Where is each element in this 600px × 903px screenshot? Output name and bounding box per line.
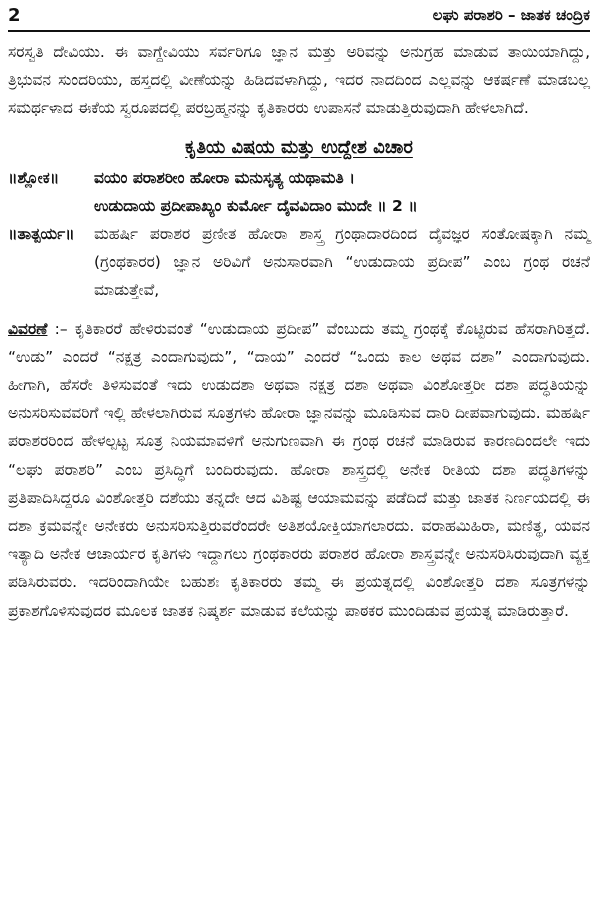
section-heading — [8, 137, 590, 158]
vivarane-paragraph — [8, 315, 590, 625]
page-number: 2 — [8, 4, 21, 26]
shloka-tag: ॥ಶ್ಲೋಕ॥ — [8, 168, 60, 187]
vivarane-separator: :– — [47, 319, 75, 338]
intro-paragraph: ಸರಸ್ವತಿ ದೇವಿಯು. ಈ ವಾಗ್ದೇವಿಯು ಸರ್ವರಿಗೂ ಜ್ಞಾನ ಮತ್ತು ಅರಿವನ್ನು ಅನುಗ್ರಹ ಮಾಡುವ ತಾಯಿಯಾಗಿದ್ದು, ತ್ರಿಭುವನ ಸುಂದರಿಯು, ಹಸ್ತದಲ್ಲಿ ವೀಣೆಯನ್ನು ಹಿಡಿದವಳಾಗಿದ್ದು, ಇದರ ನಾದದಿಂದ ಎಲ್ಲವನ್ನು ಆಕರ್ಷಣೆ ಮಾಡಬಲ್ಲ ಸಮರ್ಥಳಾದ ಈಕೆಯ ಸ್ವರೂಪದಲ್ಲಿ ಪರಬ್ರಹ್ಮನನ್ನು ಕೃತಿಕಾರರು ಉಪಾಸನೆ ಮಾಡುತ್ತಿರುವುದಾಗಿ ಹೇಳಲಾಗಿದೆ. — [8, 43, 590, 118]
section-heading-text: ಕೃತಿಯ ವಿಷಯ ಮತ್ತು ಉದ್ದೇಶ ವಿಚಾರ — [185, 136, 413, 158]
shloka-block — [8, 164, 590, 220]
shloka-line-2: ಉಡುದಾಯ ಪ್ರದೀಪಾಖ್ಯಂ ಕುರ್ಮೋ ದೈವವಿದಾಂ ಮುದೇ ॥ 2 ॥ — [94, 196, 418, 215]
tatparya-tag: ॥ತಾತ್ಪರ್ಯ॥ — [8, 225, 75, 244]
shloka-line-1: ವಯಂ ಪರಾಶರೀಂ ಹೋರಾ ಮನುಸೃತ್ಯ ಯಥಾಮತಿ । — [94, 168, 356, 187]
running-header — [8, 0, 590, 32]
tatparya-text: ಮಹರ್ಷಿ ಪರಾಶರ ಪ್ರಣೀತ ಹೋರಾ ಶಾಸ್ತ್ರ ಗ್ರಂಥಾದಾರದಿಂದ ದೈವಜ್ಞರ ಸಂತೋಷಕ್ಕಾಗಿ ನಮ್ಮ (ಗ್ರಂಥಕಾರರ) ಜ್ಞಾನ ಅರಿವಿಗೆ ಅನುಸಾರವಾಗಿ “ಉಡುದಾಯ ಪ್ರದೀಪ” ಎಂಬ ಗ್ರಂಥ ರಚನೆ ಮಾಡುತ್ತೇವೆ, — [94, 225, 590, 300]
vivarane-lead: ವಿವರಣೆ — [8, 319, 48, 338]
running-title: ಲಘು ಪರಾಶರಿ – ಜಾತಕ ಚಂದ್ರಿಕ — [432, 6, 590, 24]
tatparya-block — [8, 220, 590, 305]
vivarane-text: ಕೃತಿಕಾರರೆ ಹೇಳಿರುವಂತೆ “ಉಡುದಾಯ ಪ್ರದೀಪ” ವೆಂಬುದು ತಮ್ಮ ಗ್ರಂಥಕ್ಕೆ ಕೊಟ್ಟಿರುವ ಹೆಸರಾಗಿರಿತ್ತದೆ. “ಉಡು” ಎಂದರೆ “ನಕ್ಷತ್ರ ಎಂದಾಗುವುದು”, “ದಾಯ” ಎಂದರೆ “ಒಂದು ಕಾಲ ಅಥವ ದಶಾ” ಎಂದಾಗುವುದು. ಹೀಗಾಗಿ, ಹೆಸರೇ ತಿಳಿಸುವಂತೆ ಇದು ಉಡುದಶಾ ಅಥವಾ ನಕ್ಷತ್ರ ದಶಾ ಅಥವಾ ವಿಂಶೋತ್ತರೀ ದಶಾ ಪದ್ಧತಿಯನ್ನು ಅನುಸರಿಸುವವರಿಗೆ ಇಲ್ಲಿ ಹೇಳಲಾಗಿರುವ ಸೂತ್ರಗಳು ಹೋರಾ ಜ್ಞಾನವನ್ನು ಮೂಡಿಸುವ ದಾರಿ ದೀಪವಾಗುವುದು. ಮಹರ್ಷಿ ಪರಾಶರರಿಂದ ಹೇಳಲ್ಪಟ್ಟ ಸೂತ್ರ ನಿಯಮಾವಳಿಗೆ ಅನುಗುಣವಾಗಿ ಈ ಗ್ರಂಥ ರಚನೆ ಮಾಡಿರುವ ಕಾರಣದಿಂದಲೇ ಇದು “ಲಘು ಪರಾಶರಿ” ಎಂಬ ಪ್ರಸಿದ್ಧಿಗೆ ಬಂದಿರುವುದು. ಹೋರಾ ಶಾಸ್ತ್ರದಲ್ಲಿ ಅನೇಕ ರೀತಿಯ ದಶಾ ಪದ್ಧತಿಗಳನ್ನು ಪ್ರತಿಪಾದಿಸಿದ್ದರೂ ವಿಂಶೋತ್ತರಿ ದಶೆಯು ತನ್ನದೇ ಆದ ವಿಶಿಷ್ಟ ಆಯಾಮವನ್ನು ಪಡೆದಿದೆ ಮತ್ತು ಜಾತಕ ನಿರ್ಣಯದಲ್ಲಿ ಈ ದಶಾ ಕ್ರಮವನ್ನೇ ಅನೇಕರು ಅನುಸರಿಸುತ್ತಿರುವರೆಂದರೇ ಅತಿಶಯೋಕ್ತಿಯಾಗಲಾರದು. ವರಾಹಮಿಹಿರಾ, ಮಣಿತ್ಥ, ಯವನ ಇತ್ಯಾದಿ ಅನೇಕ ಆಚಾರ್ಯರ ಕೃತಿಗಳು ಇದ್ದಾಗಲು ಗ್ರಂಥಕಾರರು ಪರಾಶರ ಹೋರಾ ಶಾಸ್ತ್ರವನ್ನೇ ಅನುಸರಿಸಿರುವುದಾಗಿ ವ್ಯಕ್ತ ಪಡಿಸಿರುವರು. ಇದರಿಂದಾಗಿಯೇ ಬಹುಶಃ ಕೃತಿಕಾರರು ತಮ್ಮ ಈ ಪ್ರಯತ್ನದಲ್ಲಿ ವಿಂಶೋತ್ತರಿ ದಶಾ ಸೂತ್ರಗಳನ್ನು ಪ್ರಕಾಶಗೊಳಿಸುವುದರ ಮೂಲಕ ಜಾತಕ ನಿಷ್ಕರ್ಶ ಮಾಡುವ ಕಲೆಯನ್ನು ಪಾಠಕರ ಮುಂದಿಡುವ ಪ್ರಯತ್ನ ಮಾಡಿರುತ್ತಾರೆ. — [8, 319, 590, 620]
